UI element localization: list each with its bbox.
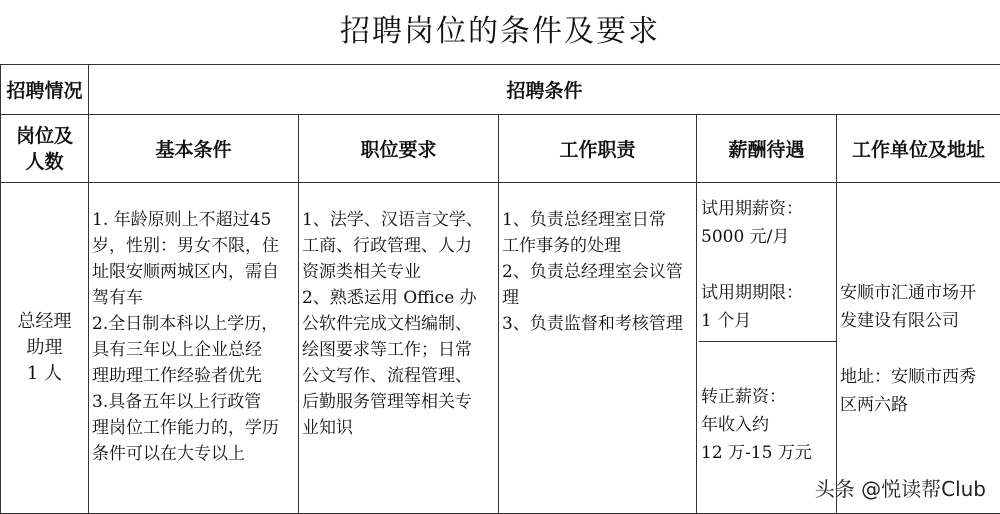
basic-line: 驾有车 [92, 285, 296, 311]
position-line: 总经理 [1, 309, 88, 335]
header-requirements: 职位要求 [299, 115, 499, 183]
position-line: 1 人 [1, 361, 88, 387]
position-cell [1, 183, 89, 514]
basic-line: 理岗位工作能力的，学历 [92, 415, 296, 441]
basic-line: 2.全日制本科以上学历， [92, 311, 296, 337]
recruitment-table [0, 64, 1000, 514]
header-recruitment-conditions: 招聘条件 [89, 65, 1000, 115]
basic-conditions-cell [89, 183, 299, 514]
employer-cell [837, 183, 1000, 514]
salary-line [701, 251, 834, 279]
header-employer: 工作单位及地址 [837, 115, 1000, 183]
duties-cell [499, 183, 697, 514]
duty-line: 1、负责总经理室日常 [502, 207, 694, 233]
employer-line [840, 335, 998, 363]
requirement-line: 业知识 [302, 415, 496, 441]
requirement-line: 2、熟悉运用 Office 办 [302, 285, 496, 311]
position-line: 助理 [1, 335, 88, 361]
header-duties: 工作职责 [499, 115, 697, 183]
duty-line: 工作事务的处理 [502, 233, 694, 259]
requirement-line: 公软件完成文档编制、 [302, 311, 496, 337]
basic-line: 岁，性别：男女不限，住 [92, 233, 296, 259]
salary-line: 5000 元/月 [701, 223, 834, 251]
employer-line: 区两六路 [840, 391, 998, 419]
header-recruitment-status: 招聘情况 [1, 65, 89, 115]
basic-line: 址限安顺两城区内，需自 [92, 259, 296, 285]
requirement-line: 绘图要求等工作；日常 [302, 337, 496, 363]
salary-line: 试用期薪资： [701, 195, 834, 223]
basic-line: 3.具备五年以上行政管 [92, 389, 296, 415]
basic-line: 具有三年以上企业总经 [92, 337, 296, 363]
requirement-line: 资源类相关专业 [302, 259, 496, 285]
salary-line: 年收入约 [701, 411, 834, 439]
duty-line: 2、负责总经理室会议管 [502, 259, 694, 285]
salary-divider [699, 341, 836, 342]
duty-line: 理 [502, 285, 694, 311]
requirement-line: 1、法学、汉语言文学、 [302, 207, 496, 233]
header-salary: 薪酬待遇 [697, 115, 837, 183]
requirement-line: 公文写作、流程管理、 [302, 363, 496, 389]
salary-cell [697, 183, 837, 514]
requirements-cell [299, 183, 499, 514]
watermark-text: 头条 @悦读帮Club [815, 473, 986, 502]
header-position-count [1, 115, 89, 183]
requirement-line: 工商、行政管理、人力 [302, 233, 496, 259]
header-position-line: 岗位及 [1, 123, 88, 149]
salary-probation [701, 183, 834, 353]
employer-line: 安顺市汇通市场开 [840, 279, 998, 307]
basic-line: 1. 年龄原则上不超过45 [92, 207, 296, 233]
requirement-line: 后勤服务管理等相关专 [302, 389, 496, 415]
salary-line: 1 个月 [701, 307, 834, 335]
basic-line: 条件可以在大专以上 [92, 441, 296, 467]
employer-line: 发建设有限公司 [840, 307, 998, 335]
salary-regular [701, 383, 834, 467]
header-position-line: 人数 [1, 149, 88, 175]
employer-line: 地址：安顺市西秀 [840, 363, 998, 391]
header-basic: 基本条件 [89, 115, 299, 183]
salary-line: 试用期期限： [701, 279, 834, 307]
salary-line: 12 万-15 万元 [701, 439, 834, 467]
page-title: 招聘岗位的条件及要求 [0, 0, 1000, 64]
salary-line: 转正薪资： [701, 383, 834, 411]
duty-line: 3、负责监督和考核管理 [502, 311, 694, 337]
basic-line: 理助理工作经验者优先 [92, 363, 296, 389]
